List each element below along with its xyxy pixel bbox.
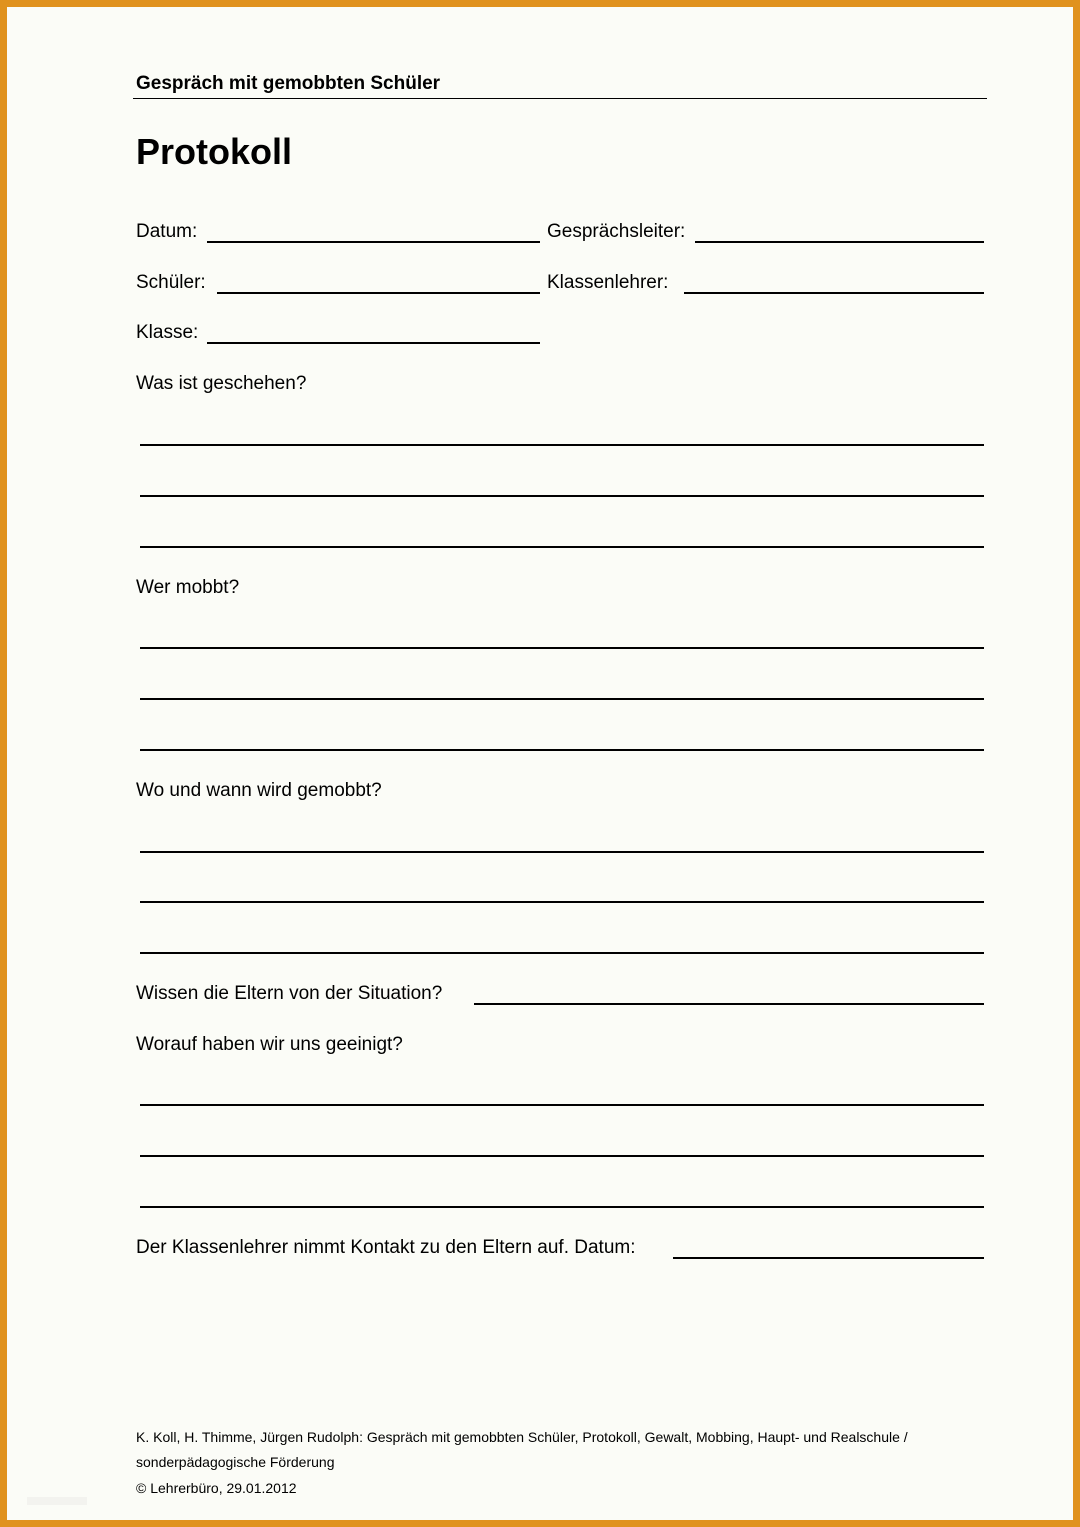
question-parents-know: Wissen die Eltern von der Situation? [136,983,443,1004]
answer-line[interactable] [140,444,984,446]
document-title: Protokoll [136,131,293,172]
footer-citation-line2: sonderpädagogische Förderung [136,1454,335,1470]
answer-line[interactable] [140,1206,984,1208]
answer-line[interactable] [140,647,984,649]
answer-line[interactable] [140,901,984,903]
answer-line[interactable] [140,495,984,497]
footer-copyright: © Lehrerbüro, 29.01.2012 [136,1480,297,1496]
header-rule [133,98,987,99]
question-who-bullies: Wer mobbt? [136,577,240,598]
klasse-label: Klasse: [136,322,199,343]
klassenlehrer-label: Klassenlehrer: [547,272,669,293]
datum-field-line[interactable] [207,241,540,243]
contact-date-field-line[interactable] [673,1257,984,1259]
faint-watermark [27,1497,87,1505]
answer-line[interactable] [140,952,984,954]
gespraechsleiter-label: Gesprächsleiter: [547,221,686,242]
question-teacher-contact: Der Klassenlehrer nimmt Kontakt zu den Eltern auf. Datum: [136,1237,636,1258]
answer-line[interactable] [140,851,984,853]
question-where-when: Wo und wann wird gemobbt? [136,780,382,801]
schueler-field-line[interactable] [217,292,540,294]
gespraechsleiter-field-line[interactable] [695,241,984,243]
answer-line[interactable] [140,698,984,700]
answer-line[interactable] [140,546,984,548]
klasse-field-line[interactable] [207,342,540,344]
schueler-label: Schüler: [136,272,206,293]
header-title: Gespräch mit gemobbten Schüler [136,73,441,94]
question-agreement: Worauf haben wir uns geeinigt? [136,1034,403,1055]
question-what-happened: Was ist geschehen? [136,373,307,394]
parents-know-field-line[interactable] [474,1003,984,1005]
answer-line[interactable] [140,749,984,751]
klassenlehrer-field-line[interactable] [684,292,984,294]
datum-label: Datum: [136,221,198,242]
answer-line[interactable] [140,1155,984,1157]
footer-citation-line1: K. Koll, H. Thimme, Jürgen Rudolph: Gespräch mit gemobbten Schüler, Protokoll, Gewalt, Mobbing, Haupt- und Realschule / [136,1429,908,1445]
answer-line[interactable] [140,1104,984,1106]
